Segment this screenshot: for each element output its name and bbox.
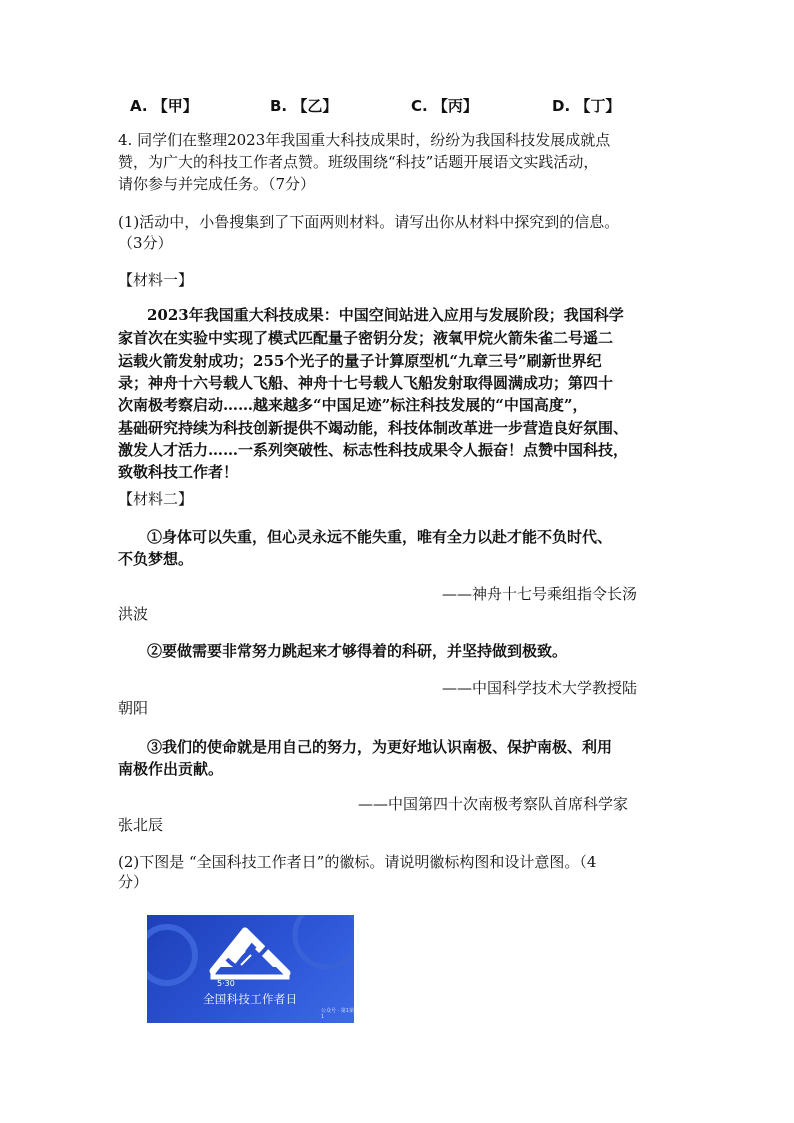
sub1-line: (1)活动中，小鲁搜集到了下面两则材料。请写出你从材料中探究到的信息。 — [118, 213, 620, 231]
quote-source: 朝阳 — [118, 699, 149, 717]
logo-name: 全国科技工作者日 — [203, 992, 298, 1006]
option-d: D. 【丁】 — [552, 97, 621, 115]
quote-source: 洪波 — [118, 605, 149, 623]
stem-line: 赞，为广大的科技工作者点赞。班级围绕“科技”话题开展语文实践活动， — [118, 153, 599, 171]
quote-source: ——中国第四十次南极考察队首席科学家 — [358, 795, 629, 813]
quote-source: ——中国科学技术大学教授陆 — [442, 679, 638, 697]
material-1-line: 激发人才活力……一系列突破性、标志性科技成果令人振奋！点赞中国科技， — [118, 441, 629, 459]
quote-line: ③我们的使命就是用自己的努力，为更好地认识南极、保护南极、利用 — [147, 738, 613, 756]
material-1-line: 致敬科技工作者！ — [118, 463, 239, 481]
quote-line: ①身体可以失重，但心灵永远不能失重，唯有全力以赴才能不负时代、 — [147, 528, 613, 546]
logo-watermark: 公众号 · 第1第1 — [321, 1008, 354, 1020]
option-c: C. 【丙】 — [411, 97, 478, 115]
material-1-line: 家首次在实验中实现了模式匹配量子密钥分发；液氧甲烷火箭朱雀二号遥二 — [118, 329, 614, 347]
stem-line: 4. 同学们在整理2023年我国重大科技成果时，纷纷为我国科技发展成就点 — [118, 131, 611, 149]
material-1-line: 2023年我国重大科技成果：中国空间站进入应用与发展阶段；我国科学 — [147, 306, 624, 324]
sub1-line: （3分） — [118, 234, 173, 252]
option-a: A. 【甲】 — [130, 97, 198, 115]
material-1-line: 次南极考察启动……越来越多“中国足迹”标注科技发展的“中国高度”， — [118, 396, 588, 414]
sub2-line: (2)下图是 “全国科技工作者日”的徽标。请说明徽标构图和设计意图。（4 — [118, 853, 597, 871]
material-2-title: 【材料二】 — [118, 490, 194, 508]
stem-line: 请你参与并完成任务。（7分） — [118, 175, 316, 193]
quote-source: ——神舟十七号乘组指令长汤 — [442, 585, 638, 603]
material-1-line: 基础研究持续为科技创新提供不竭动能，科技体制改革进一步营造良好氛围、 — [118, 419, 629, 437]
material-1-line: 运载火箭发射成功；255个光子的量子计算原型机“九章三号”刷新世界纪 — [118, 352, 602, 370]
sub2-line: 分） — [118, 873, 149, 891]
tech-workers-day-logo — [147, 915, 354, 1023]
material-1-title: 【材料一】 — [118, 271, 194, 289]
quote-source: 张北辰 — [118, 816, 164, 834]
quote-line: 不负梦想。 — [118, 550, 194, 568]
material-1-line: 录；神舟十六号载人飞船、神舟十七号载人飞船发射取得圆满成功；第四十 — [118, 374, 614, 392]
logo-date: 5·30 — [217, 979, 235, 988]
quote-line: ②要做需要非常努力跳起来才够得着的科研，并坚持做到极致。 — [147, 642, 568, 660]
option-b: B. 【乙】 — [270, 97, 338, 115]
quote-line: 南极作出贡献。 — [118, 760, 224, 778]
